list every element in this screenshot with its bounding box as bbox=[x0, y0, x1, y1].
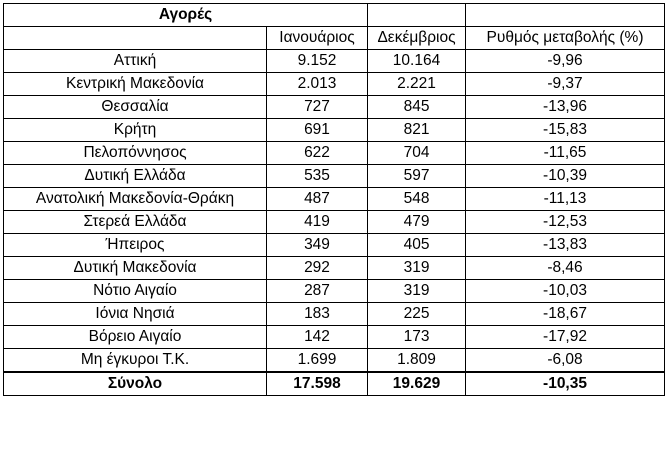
december-cell[interactable]: 319 bbox=[368, 257, 466, 280]
table-row bbox=[4, 280, 665, 303]
december-cell[interactable]: 1.809 bbox=[368, 349, 466, 373]
table-row bbox=[4, 211, 665, 234]
december-cell[interactable]: 225 bbox=[368, 303, 466, 326]
region-cell[interactable]: Πελοπόννησος bbox=[4, 142, 267, 165]
december-cell[interactable]: 173 bbox=[368, 326, 466, 349]
region-cell[interactable]: Στερεά Ελλάδα bbox=[4, 211, 267, 234]
table-row bbox=[4, 96, 665, 119]
region-cell[interactable]: Ανατολική Μακεδονία-Θράκη bbox=[4, 188, 267, 211]
total-row bbox=[4, 372, 665, 396]
rate-cell[interactable]: -13,83 bbox=[466, 234, 665, 257]
january-cell[interactable]: 142 bbox=[267, 326, 368, 349]
header-december[interactable]: Δεκέμβριος bbox=[368, 27, 466, 50]
region-cell[interactable]: Βόρειο Αιγαίο bbox=[4, 326, 267, 349]
rate-cell[interactable]: -9,37 bbox=[466, 73, 665, 96]
january-cell[interactable]: 727 bbox=[267, 96, 368, 119]
december-cell[interactable]: 548 bbox=[368, 188, 466, 211]
header-january[interactable]: Ιανουάριος bbox=[267, 27, 368, 50]
table-row bbox=[4, 188, 665, 211]
rate-cell[interactable]: -13,96 bbox=[466, 96, 665, 119]
region-cell[interactable]: Δυτική Μακεδονία bbox=[4, 257, 267, 280]
december-cell[interactable]: 405 bbox=[368, 234, 466, 257]
december-cell[interactable]: 10.164 bbox=[368, 50, 466, 73]
december-cell[interactable]: 479 bbox=[368, 211, 466, 234]
january-cell[interactable]: 292 bbox=[267, 257, 368, 280]
title-row-empty-cell[interactable] bbox=[466, 4, 665, 27]
january-cell[interactable]: 349 bbox=[267, 234, 368, 257]
region-cell[interactable]: Κεντρική Μακεδονία bbox=[4, 73, 267, 96]
total-december-cell[interactable]: 19.629 bbox=[368, 372, 466, 396]
header-region[interactable] bbox=[4, 27, 267, 50]
title-row bbox=[4, 4, 665, 27]
january-cell[interactable]: 1.699 bbox=[267, 349, 368, 373]
december-cell[interactable]: 597 bbox=[368, 165, 466, 188]
rate-cell[interactable]: -8,46 bbox=[466, 257, 665, 280]
table-row bbox=[4, 257, 665, 280]
rate-cell[interactable]: -15,83 bbox=[466, 119, 665, 142]
table-row bbox=[4, 50, 665, 73]
table-row bbox=[4, 142, 665, 165]
total-rate-cell[interactable]: -10,35 bbox=[466, 372, 665, 396]
table-row bbox=[4, 326, 665, 349]
january-cell[interactable]: 419 bbox=[267, 211, 368, 234]
table-row bbox=[4, 349, 665, 373]
january-cell[interactable]: 183 bbox=[267, 303, 368, 326]
december-cell[interactable]: 2.221 bbox=[368, 73, 466, 96]
rate-cell[interactable]: -6,08 bbox=[466, 349, 665, 373]
table-row bbox=[4, 119, 665, 142]
december-cell[interactable]: 704 bbox=[368, 142, 466, 165]
rate-cell[interactable]: -17,92 bbox=[466, 326, 665, 349]
region-cell[interactable]: Ιόνια Νησιά bbox=[4, 303, 267, 326]
rate-cell[interactable]: -10,39 bbox=[466, 165, 665, 188]
january-cell[interactable]: 535 bbox=[267, 165, 368, 188]
total-region-cell[interactable]: Σύνολο bbox=[4, 372, 267, 396]
region-cell[interactable]: Ήπειρος bbox=[4, 234, 267, 257]
header-rate[interactable]: Ρυθμός μεταβολής (%) bbox=[466, 27, 665, 50]
rate-cell[interactable]: -11,65 bbox=[466, 142, 665, 165]
january-cell[interactable]: 487 bbox=[267, 188, 368, 211]
table-row bbox=[4, 234, 665, 257]
table-row bbox=[4, 165, 665, 188]
rate-cell[interactable]: -18,67 bbox=[466, 303, 665, 326]
purchases-table bbox=[3, 3, 665, 396]
region-cell[interactable]: Αττική bbox=[4, 50, 267, 73]
total-january-cell[interactable]: 17.598 bbox=[267, 372, 368, 396]
region-cell[interactable]: Νότιο Αιγαίο bbox=[4, 280, 267, 303]
rate-cell[interactable]: -11,13 bbox=[466, 188, 665, 211]
rate-cell[interactable]: -12,53 bbox=[466, 211, 665, 234]
header-row bbox=[4, 27, 665, 50]
title-row-empty-cell[interactable] bbox=[368, 4, 466, 27]
table-row bbox=[4, 303, 665, 326]
january-cell[interactable]: 691 bbox=[267, 119, 368, 142]
rate-cell[interactable]: -10,03 bbox=[466, 280, 665, 303]
january-cell[interactable]: 9.152 bbox=[267, 50, 368, 73]
region-cell[interactable]: Κρήτη bbox=[4, 119, 267, 142]
rate-cell[interactable]: -9,96 bbox=[466, 50, 665, 73]
january-cell[interactable]: 287 bbox=[267, 280, 368, 303]
december-cell[interactable]: 319 bbox=[368, 280, 466, 303]
table-title[interactable]: Αγορές bbox=[4, 4, 368, 27]
region-cell[interactable]: Θεσσαλία bbox=[4, 96, 267, 119]
table-row bbox=[4, 73, 665, 96]
region-cell[interactable]: Μη έγκυροι Τ.Κ. bbox=[4, 349, 267, 373]
january-cell[interactable]: 2.013 bbox=[267, 73, 368, 96]
region-cell[interactable]: Δυτική Ελλάδα bbox=[4, 165, 267, 188]
december-cell[interactable]: 821 bbox=[368, 119, 466, 142]
december-cell[interactable]: 845 bbox=[368, 96, 466, 119]
january-cell[interactable]: 622 bbox=[267, 142, 368, 165]
